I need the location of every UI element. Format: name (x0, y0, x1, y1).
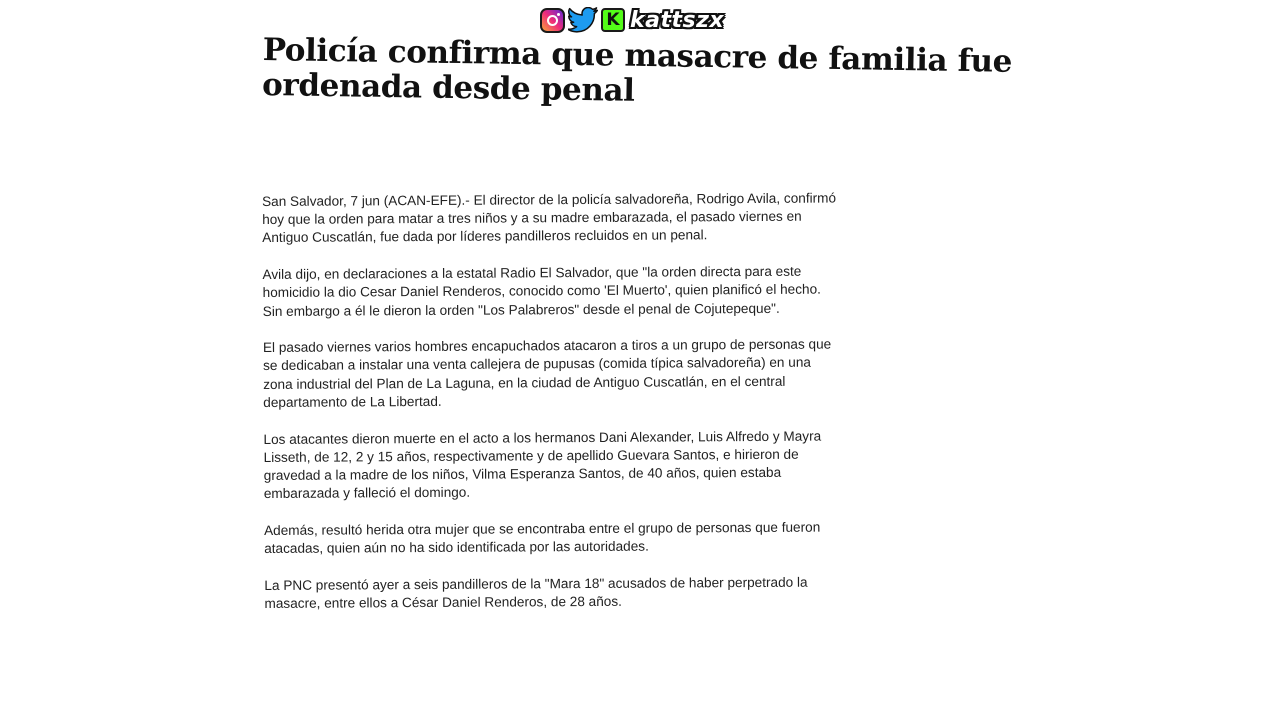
article-headline: Policía confirma que masacre de familia fue ordenada desde penal (261, 32, 1013, 109)
twitter-icon (568, 7, 598, 33)
article-paragraph: Avila dijo, en declaraciones a la estatal Radio El Salvador, que "la orden directa para este homicidio la dio Cesar Daniel Renderos, conocido como 'El Muerto', quien planificó el hecho. Sin embargo a él le dieron la orden "Los Palabreros" desde el penal de Cojutepeque". (262, 263, 821, 319)
article-paragraph: La PNC presentó ayer a seis pandilleros de la "Mara 18" acusados de haber perpetrado la masacre, entre ellos a César Daniel Renderos, de 28 años. (264, 574, 808, 611)
article-paragraph: Los atacantes dieron muerte en el acto a los hermanos Dani Alexander, Luis Alfredo y Mayra Lisseth, de 12, 2 y 15 años, respectivamente y de apellido Guevara Santos, e hirieron de gravedad a la madre de los niños, Vilma Esperanza Santos, de 40 años, quien estaba embarazada y falleció el domingo. (263, 428, 822, 502)
article-paragraph: Además, resultó herida otra mujer que se encontraba entre el grupo de personas que fueron atacadas, quien aún no ha sido identificada por las autoridades. (264, 519, 821, 557)
instagram-icon (540, 8, 565, 33)
social-overlay (540, 7, 724, 33)
article-paragraph: El pasado viernes varios hombres encapuchados atacaron a tiros a un grupo de personas que se dedicaban a instalar una venta callejera de pupusas (comida típica salvadoreña) en una zona industrial del Plan de La Laguna, en la ciudad de Antiguo Cuscatlán, en el central departamento de La Libertad. (262, 336, 832, 410)
kick-icon: K (601, 8, 625, 32)
article-body (262, 189, 845, 631)
article-paragraph: San Salvador, 7 jun (ACAN-EFE).- El director de la policía salvadoreña, Rodrigo Avila, confirmó hoy que la orden para matar a tres niños y a su madre embarazada, el pasado viernes en Antiguo Cuscatlán, fue dada por líderes pandilleros recluidos en un penal. (262, 190, 837, 246)
channel-handle: kattszx (630, 7, 725, 33)
